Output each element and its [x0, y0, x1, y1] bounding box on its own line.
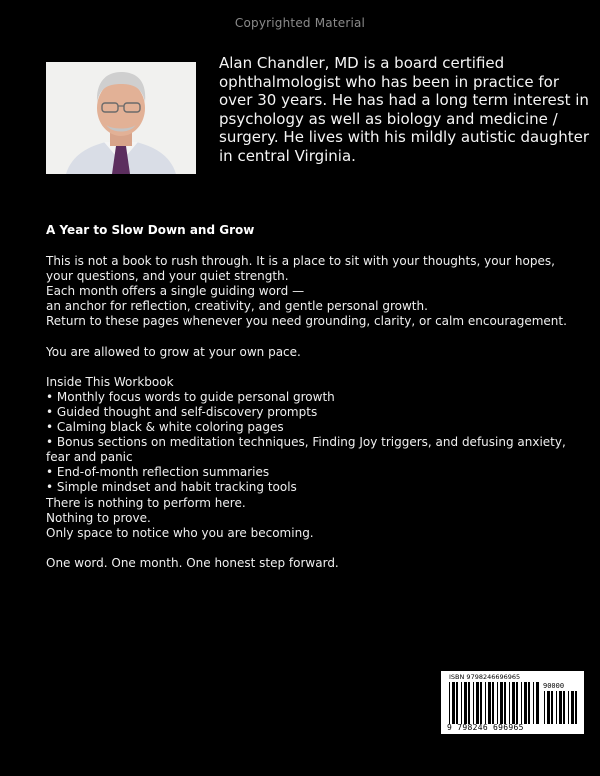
- barcode-bar: [476, 682, 479, 724]
- intro-line: an anchor for reflection, creativity, and gentle personal growth.: [46, 299, 428, 314]
- feature-item: • Monthly focus words to guide personal growth: [46, 389, 335, 404]
- barcode-bar: [521, 682, 522, 724]
- barcode-bars-addon: [544, 691, 578, 724]
- price-code: 90000: [543, 682, 565, 690]
- barcode-bar: [516, 682, 518, 724]
- feature-item: • Bonus sections on meditation techniques, Finding Joy triggers, and defusing anxiety, fear and panic: [46, 435, 566, 465]
- barcode-digits: 9 798246 696965: [447, 723, 524, 732]
- author-bio: Alan Chandler, MD is a board certified ophthalmologist who has been in practice for over 30 years. He has had a long term interest in psychology as well as biology and medicine / surgery. He lives with his mildly autistic daughter in central Virginia.: [219, 54, 589, 165]
- feature-item: • End-of-month reflection summaries: [46, 465, 270, 480]
- barcode-bar: [456, 682, 458, 724]
- closing-line: Nothing to prove.: [46, 510, 151, 525]
- barcode-bars-main: [449, 682, 541, 724]
- closing-line: There is nothing to perform here.: [46, 495, 246, 510]
- barcode-bar: [449, 682, 450, 724]
- intro-line: This is not a book to rush through. It is a place to sit with your thoughts, your hopes,: [46, 254, 555, 268]
- tagline: One word. One month. One honest step forward.: [46, 555, 339, 570]
- barcode-bar: [571, 691, 574, 724]
- barcode-bar: [492, 682, 494, 724]
- barcode-bar: [485, 682, 486, 724]
- intro-line: your questions, and your quiet strength.: [46, 269, 289, 284]
- intro-line: Return to these pages whenever you need grounding, clarity, or calm encouragement.: [46, 314, 567, 329]
- barcode-bar: [464, 682, 467, 724]
- book-heading: A Year to Slow Down and Grow: [46, 223, 255, 237]
- barcode-bar: [575, 691, 577, 724]
- barcode-bar: [559, 691, 562, 724]
- barcode-bar: [473, 682, 474, 724]
- barcode-bar: [452, 682, 455, 724]
- spacer: [46, 541, 576, 556]
- barcode-bar: [480, 682, 482, 724]
- spacer: [46, 329, 576, 344]
- barcode-bar: [468, 682, 470, 724]
- barcode-bar: [536, 682, 539, 724]
- barcode-bar: [556, 691, 557, 724]
- pace-statement: You are allowed to grow at your own pace.: [46, 344, 301, 359]
- copyright-watermark-top: Copyrighted Material: [234, 16, 366, 30]
- isbn-barcode: [441, 671, 584, 734]
- inside-title: Inside This Workbook: [46, 374, 174, 389]
- isbn-label: ISBN 9798246696965: [449, 673, 521, 681]
- author-portrait-image: [46, 62, 196, 174]
- feature-item: • Simple mindset and habit tracking tools: [46, 480, 297, 495]
- barcode-bar: [563, 691, 565, 724]
- barcode-bar: [512, 682, 515, 724]
- barcode-bar: [509, 682, 510, 724]
- spacer: [46, 360, 576, 375]
- barcode-bar: [500, 682, 503, 724]
- barcode-bar: [547, 691, 550, 724]
- feature-item: • Guided thought and self-discovery prompts: [46, 404, 318, 419]
- book-description: [46, 254, 576, 571]
- barcode-bar: [551, 691, 553, 724]
- barcode-bar: [488, 682, 491, 724]
- feature-item: • Calming black & white coloring pages: [46, 420, 284, 435]
- intro-line: Each month offers a single guiding word —: [46, 284, 305, 299]
- closing-line: Only space to notice who you are becoming.: [46, 525, 314, 540]
- author-photo: [46, 62, 196, 174]
- barcode-bar: [533, 682, 534, 724]
- barcode-bar: [504, 682, 506, 724]
- barcode-bar: [497, 682, 498, 724]
- barcode-bar: [568, 691, 569, 724]
- barcode-bar: [461, 682, 462, 724]
- barcode-bar: [544, 691, 545, 724]
- barcode-bar: [524, 682, 527, 724]
- barcode-bar: [528, 682, 530, 724]
